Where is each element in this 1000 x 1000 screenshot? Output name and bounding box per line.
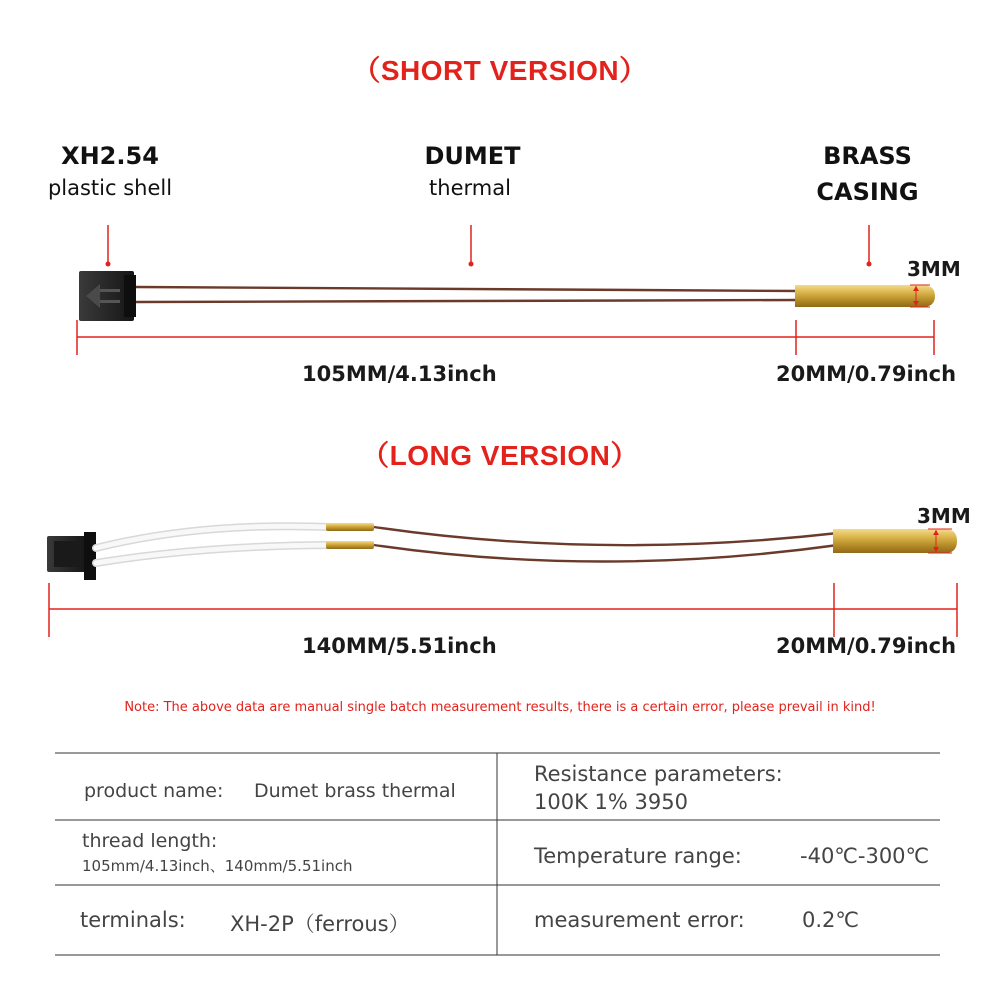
short-wire-length-label: 105MM/4.13inch (302, 362, 497, 386)
short-brass-casing (795, 285, 935, 307)
short-dimension-line (77, 320, 934, 355)
short-wires (136, 287, 800, 302)
short-pointers (106, 225, 872, 267)
short-diameter-label: 3MM (907, 257, 961, 281)
long-connector (47, 532, 96, 580)
casing-title-line1: BRASS (823, 142, 912, 170)
short-casing-length-label: 20MM/0.79inch (776, 362, 957, 386)
wire-subtitle: thermal (429, 176, 511, 200)
long-brass-casing (833, 529, 957, 553)
short-connector (79, 271, 136, 321)
measurement-error-value: 0.2℃ (802, 908, 859, 932)
wire-title: DUMET (424, 142, 521, 170)
long-diameter-label: 3MM (917, 504, 971, 528)
thread-length-label: thread length: (82, 830, 218, 852)
long-white-wires (96, 526, 330, 563)
temperature-label: Temperature range: (534, 844, 742, 868)
short-version-heading: （SHORT VERSION） (352, 55, 648, 86)
thread-length-value: 105mm/4.13inch、140mm/5.51inch (82, 857, 353, 875)
connector-title: XH2.54 (61, 142, 159, 170)
measurement-error-label: measurement error: (534, 908, 745, 932)
resistance-value: 100K 1% 3950 (534, 790, 688, 814)
temperature-value: -40℃-300℃ (800, 844, 930, 868)
terminals-value: XH-2P（ferrous） (230, 912, 410, 936)
long-version-heading: （LONG VERSION） (361, 440, 639, 471)
long-crimp-sleeves (326, 523, 374, 549)
product-name-label: product name: (84, 780, 224, 802)
measurement-note: Note: The above data are manual single batch measurement results, there is a certain error, please prevail in kind! (124, 700, 876, 715)
long-brown-wires (374, 527, 838, 562)
long-dimension-line (49, 583, 957, 637)
connector-subtitle: plastic shell (47, 176, 173, 200)
casing-title-line2: CASING (816, 178, 919, 206)
terminals-label: terminals: (80, 908, 186, 932)
product-name-value: Dumet brass thermal (254, 780, 456, 802)
long-casing-length-label: 20MM/0.79inch (776, 634, 957, 658)
long-wire-length-label: 140MM/5.51inch (302, 634, 497, 658)
resistance-label: Resistance parameters: (534, 762, 783, 786)
